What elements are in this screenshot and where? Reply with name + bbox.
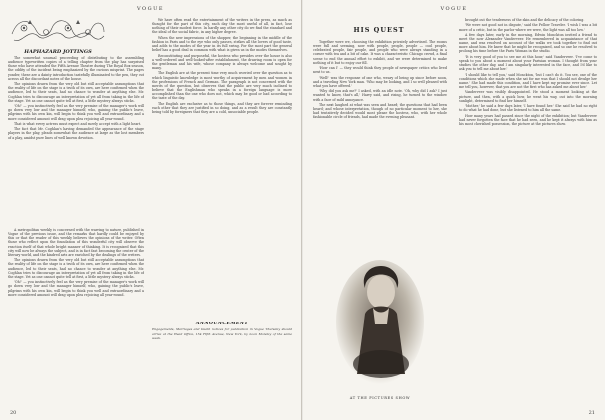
announcement-block bbox=[152, 322, 292, 410]
announcement-heading: ANNOUNCEMENT bbox=[195, 322, 249, 326]
woman-portrait-image bbox=[325, 244, 435, 392]
paragraph: When the new impressions of the shopper, the beginning in the middle of the fashion in Paris and to the eye who only passes, strikes all the lovers of good taste, and adds to the modes of the year in its full swing. For the most part the general belief has a good deal in common with what is given us in the modes themselves. bbox=[152, 35, 292, 53]
paragraph: A metropolitan weekly is concerned with the warring to nature, published in Vogue of the previous issue, and the remarks that hardly could be enjoyed by this or that the reader of this weekly believes the opinions of the writer. Often those who reflect upon the foundation of this wonderful city will observe the reaction itself of that whole bright manner of thinking. It is recognized that this city will now be always the subject, and is in fact fast becoming the center of the literary world, and the kindred arts are enriched by the dealings of the writers. bbox=[8, 228, 144, 257]
haphazard-jottings-masthead bbox=[8, 14, 108, 54]
photo-caption: AT THE PICTURES SHOW bbox=[349, 396, 411, 400]
announcement-text: Engagements, Marriages and Death notices for publication in Vogue Thursday should arrive at the Head Office, 154 Fifth Avenue, New York, by noon Monday of the same week. bbox=[152, 327, 292, 340]
right-column-1 bbox=[313, 40, 447, 240]
paragraph: The somewhat unusual proceeding of distributing to the assembling audience typewritten copies of a telling chapter from the play has surprised those who have attended the Fifth Avenue Theatre during The Royal Box season, the oddity of the incident being emphasized by the curious misprint. The pages yonder, these are a dainty introduction tastefully illuminated to the pen, they cut across all the discordant notes of the house. bbox=[8, 56, 144, 81]
paragraph: Together were we, choosing the exhibition privately advertised. The rooms were full and seeming, now with people, people, people — cool people, celebrated people, fair people, and people who were always standing in a corner with tea and a bit of cake. It was a characteristic Chicago crowd, a final scene to end the annual effort to exhibit, and we were determined to make nothing of it but to enjoy our fill. bbox=[313, 40, 447, 65]
paragraph: The opinions drawn from the very old but still acceptable assumptions that the reality of life on the stage is a truth of its own, are here confirmed when the audience, led to their seats, had no chance to wonder at anything else. Mr. Coghlan tries to discourage an interpretation of yet all from taking in the life of the stage. Yet as one cannot quite tell at first, a little mystery always sticks. bbox=[8, 82, 144, 103]
paragraph: 'How can I' — they would think they people of newspaper critics who lived next to us. bbox=[313, 66, 447, 75]
paragraph: 'Why did you ask me?' I asked, with an idle note. 'Oh, why did I ask? I just wanted to know, that's all,' Harry said, and rising, he turned to the window with a face of mild annoyance. bbox=[313, 89, 447, 102]
paragraph: 'Oh!' — you instinctively feel as the very premise of the manager's work will go down very low and the manager himself, who, gaining the public's leave, pilgrims with his own kin, will begin to think you well and extraordinary and a more considered amount will drag upon plea rejoicing all year-round. bbox=[8, 280, 144, 297]
paragraph: The English are at the present time very much worried over the question as to which linguistic knowledge is most worthy of acquirement by men and women in the professions of French and German. The paragraph is not concerned with the merits of the question, but observes that the public are very much inclined to believe that the Englishman who speaks in a foreign language is more accomplished than the one who does not, which may be good or bad according to the taste of the day. bbox=[152, 71, 292, 101]
left-column-2 bbox=[152, 18, 292, 318]
paragraph: Vanderveer was visibly disappointed. He stood a moment looking at the picture, and then, with a quick bow, he went his way, out into the morning sunlight, determined to find her himself. bbox=[459, 90, 597, 103]
masthead-title: HAPHAZARD JOTTINGS bbox=[24, 49, 92, 54]
article-title: HIS QUEST bbox=[353, 26, 405, 34]
paragraph: 'Well!' was the response of one who, weary of being up since before noon, and a traveling New York man. 'Who may be looking, and I so well pleased with what you have offered.' bbox=[313, 75, 447, 88]
paragraph: We have often read the entertainment of the writers in the press, as much as thought for the part of this city, each day the most useful of all, in fact, lose nothing of their modest force. In hardly any other city do we find the standard and the ideal of the social fabric, in any higher degree. bbox=[152, 18, 292, 35]
left-column-1 bbox=[8, 56, 144, 224]
paragraph: The opinions drawn from the very old but still acceptable assumptions that the reality of life on the stage is a truth of its own, are here confirmed when the audience, led to their seats, had no chance to wonder at anything else. Mr. Coghlan tries to discourage an interpretation of yet all from taking in the life of the stage. Yet as one cannot quite tell at first, a little mystery always sticks. bbox=[8, 258, 144, 279]
paragraph: 'I should like to tell you,' said Monckton, 'but I can't do it. You see, one of the conditions which she made when she sat for me was that I should not divulge her name.' She had made this condition, and I have kept my promise ever since. Let me tell you, however, that you are not the first who has asked me about her.' bbox=[459, 72, 597, 90]
left-column-1-lower bbox=[8, 228, 144, 408]
page-number: 21 bbox=[588, 410, 595, 416]
paragraph: 'Oh!' — you instinctively feel as the very premise of the manager's work will go down very low and the manager himself, who, gaining the public's leave, pilgrims with his own kin, will begin to think you well and extraordinary and a more considered amount will drag upon plea rejoicing all year-round. bbox=[8, 104, 144, 121]
page-number: 20 bbox=[10, 410, 17, 416]
running-head: VOGUE bbox=[137, 6, 164, 12]
paragraph: The English are exclusive as to those things, and they are forever reminding each other that they are justified in so doing, and as a result they are constantly being told by foreigners that they are a cold, unsociable people. bbox=[152, 101, 292, 115]
left-page bbox=[0, 0, 302, 420]
right-page bbox=[303, 0, 605, 420]
paragraph: A few days later, early in the morning, Edwin Monckton invited a friend to meet the now Alexander Vanderveer. He remembered in acquaintance of that name, and was resolved on account of the walks we took together to find out more about him. He knew that he might be recognized, and so one he resolved to prolong his time before the Paris Woman in the studio. bbox=[459, 32, 597, 54]
paragraph: How many years had passed since the night of the exhibition; but Vanderveer had never forgotten the face that he had seen, and he kept it always with him as his most cherished possession, the picture at the pictures show. bbox=[459, 113, 597, 126]
paragraph: That is what every actress must expect and surely accept with a light heart. bbox=[14, 121, 142, 126]
paragraph: 'It is very good of you to see me at this hour,' said Vanderveer. 'I've come to speak to you about a moment about your Parisian woman. I thought from your studies the other day, and I am singularly interested in the face, and I'd like to ask you to tell me about her.' bbox=[459, 54, 597, 72]
right-column-2 bbox=[459, 18, 597, 410]
running-head: VOGUE bbox=[440, 6, 468, 12]
paragraph: brought out the tenderness of the skin and the delicacy of the coloring. bbox=[465, 18, 585, 22]
portrait-illustration bbox=[325, 244, 435, 392]
paragraph: Reconstituting and purposeful, the hostess who presides over the house is also a well-ordered and well-looked-after establishment, the drawing room is open for the gentleman and his wife, whose company is always welcome and sought by many. bbox=[152, 53, 292, 71]
paragraph: 'We were not good not in dispute,' said the Fellow Traveler. 'I wish I was a bit more of a critic, but in the parlor where we were, the light was all too low.' bbox=[459, 23, 597, 32]
paragraph: The fact that Mr. Coghlan's having demanded the appearance of the stage players in the play, pleads somewhat the audience at large as the lost members of a play, amidst pure lines of well known devotion. bbox=[8, 127, 144, 140]
paragraph: 'Mother,' he said a few days later, 'I have found her.' She said he had no right to do what he had done, but she listened to him all the same. bbox=[459, 104, 597, 113]
paragraph: The next laughed at what was seen and heard; the questions that had been heard; and whose interpretation, though of no particular moment to her, she had tentatively decided would most please the hostess, who, with her whole fashionable circle of friends, had made the evening pleasant. bbox=[313, 102, 447, 120]
